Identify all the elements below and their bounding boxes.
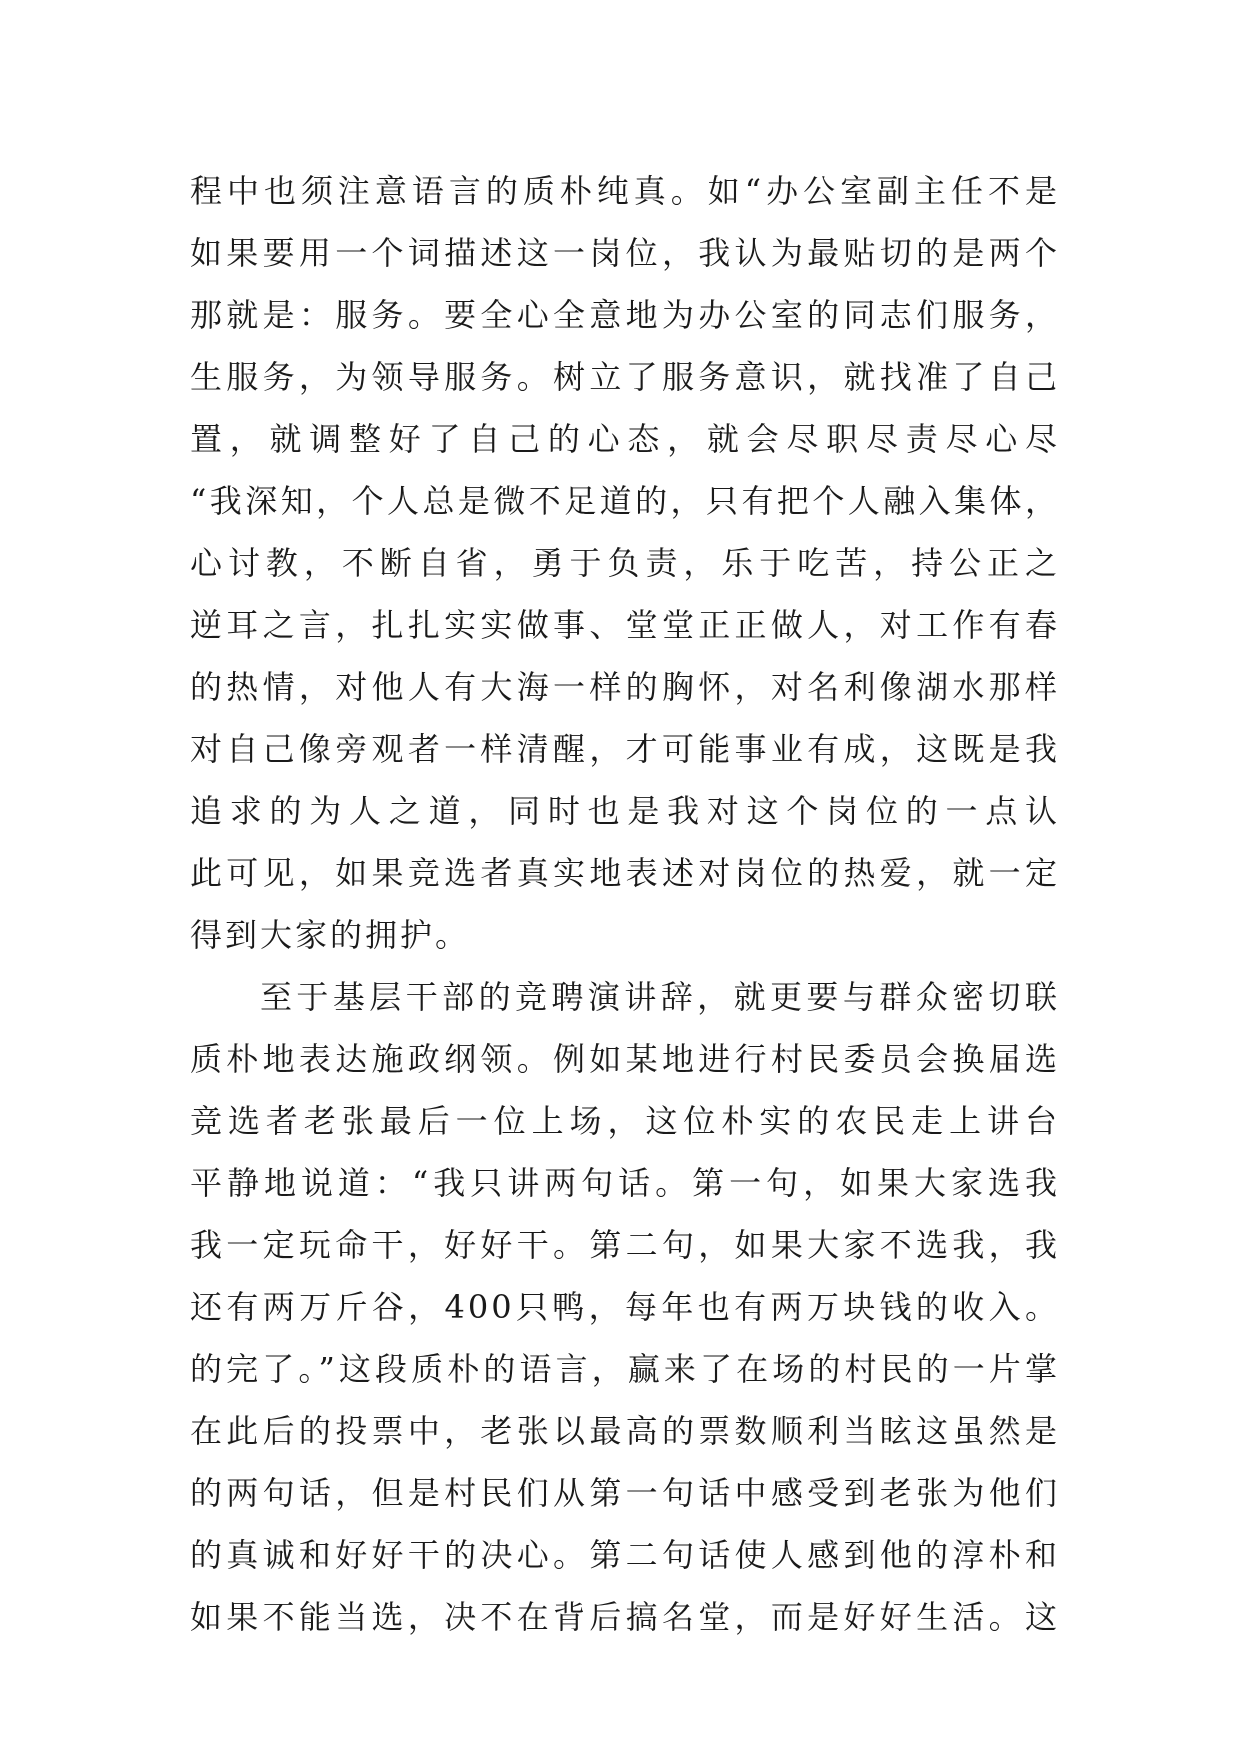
text-line: 程中也须注意语言的质朴纯真。如“办公室副主任不是 [190,172,1060,210]
text-line: 还有两万斤谷，400只鸭，每年也有两万块钱的收入。 [190,1288,1060,1326]
text-line: 在此后的投票中，老张以最高的票数顺利当眩这虽然是 [190,1412,1060,1450]
body-text [190,160,1060,1648]
text-line: 平静地说道：“我只讲两句话。第一句，如果大家选我 [190,1164,1060,1202]
text-line: 的完了。”这段质朴的语言，赢来了在场的村民的一片掌 [190,1350,1060,1388]
text-line: 此可见，如果竞选者真实地表述对岗位的热爱，就一定 [190,854,1060,892]
text-line: 的两句话，但是村民们从第一句话中感受到老张为他们 [190,1474,1060,1512]
text-line: 追求的为人之道，同时也是我对这个岗位的一点认 [190,792,1060,830]
text-line: 至于基层干部的竞聘演讲辞，就更要与群众密切联 [260,978,1060,1016]
text-line: 的热情，对他人有大海一样的胸怀，对名利像湖水那样 [190,668,1060,706]
text-line: 如果不能当选，决不在背后搞名堂，而是好好生活。这 [190,1598,1060,1636]
text-line: 的真诚和好好干的决心。第二句话使人感到他的淳朴和 [190,1536,1060,1574]
text-line: 那就是：服务。要全心全意地为办公室的同志们服务， [190,296,1060,334]
text-line: 质朴地表达施政纲领。例如某地进行村民委员会换届选 [190,1040,1060,1078]
text-line: 生服务，为领导服务。树立了服务意识，就找准了自己 [190,358,1060,396]
text-line: 竞选者老张最后一位上场，这位朴实的农民走上讲台 [190,1102,1060,1140]
text-line: 心讨教，不断自省，勇于负责，乐于吃苦，持公正之 [190,544,1060,582]
text-line: 对自己像旁观者一样清醒，才可能事业有成，这既是我 [190,730,1060,768]
text-line: 逆耳之言，扎扎实实做事、堂堂正正做人，对工作有春 [190,606,1060,644]
text-line: 置，就调整好了自己的心态，就会尽职尽责尽心尽 [190,420,1060,458]
text-line: 如果要用一个词描述这一岗位，我认为最贴切的是两个 [190,234,1060,272]
text-line: 得到大家的拥护。 [190,916,471,954]
text-line: 我一定玩命干，好好干。第二句，如果大家不选我，我 [190,1226,1060,1264]
text-line: “我深知，个人总是微不足道的，只有把个人融入集体， [190,482,1060,520]
